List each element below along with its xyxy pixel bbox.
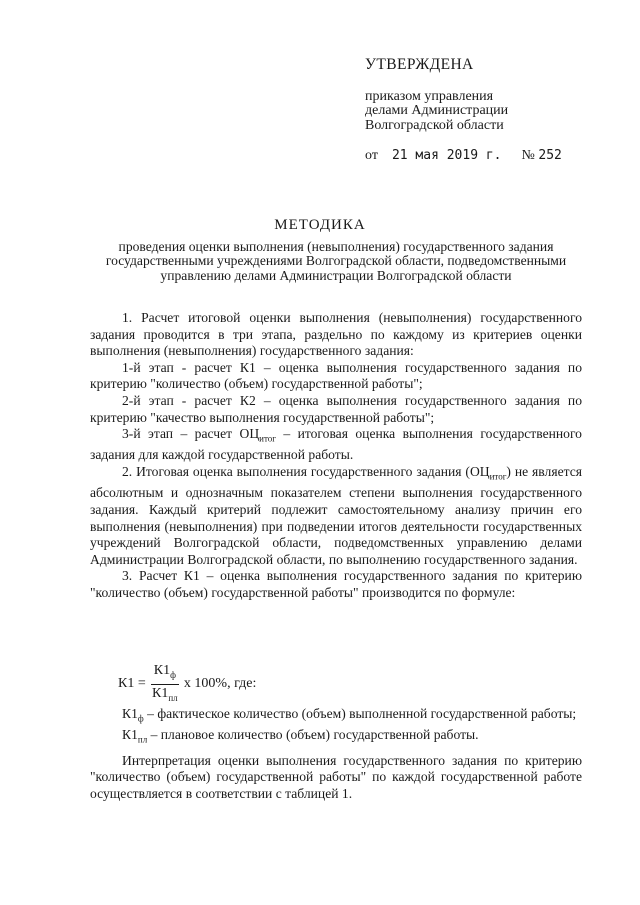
subtitle-line-1: проведения оценки выполнения (невыполнения) государственного задания bbox=[118, 239, 554, 254]
formula-numerator: $К1_ф$ bbox=[151, 663, 179, 685]
definitions bbox=[90, 706, 582, 802]
stage-3: 3-й этап – расчет $ОЦ_{итог}$ – итоговая оценка выполнения государственного задания для каждой государственной работы. bbox=[90, 426, 582, 463]
formula-k1 bbox=[118, 664, 256, 704]
definition-k1f: $К1_ф$ – фактическое количество (объем) выполненной государственной работы; bbox=[122, 706, 577, 724]
formula-rhs: x 100%, где: bbox=[183, 676, 257, 691]
approval-line-3: Волгоградской области bbox=[365, 117, 504, 133]
stage-1: 1-й этап - расчет К1 – оценка выполнения государственного задания по критерию "количество (объем) государственной работы"; bbox=[90, 359, 582, 392]
approval-title: УТВЕРЖДЕНА bbox=[365, 56, 474, 73]
formula-lhs: К1 = bbox=[118, 676, 146, 691]
number-prefix: № bbox=[521, 148, 535, 163]
formula-fraction bbox=[151, 663, 179, 706]
date-prefix: от bbox=[365, 148, 378, 163]
approval-line-2: делами Администрации bbox=[365, 103, 509, 118]
stage-2: 2-й этап - расчет К2 – оценка выполнения государственного задания по критерию "качество выполнения государственной работы"; bbox=[90, 392, 582, 425]
approval-date: 21 мая 2019 г. bbox=[391, 148, 502, 163]
subtitle-line-3: управлению делами Администрации Волгоградской области bbox=[160, 267, 512, 283]
subtitle-line-2: государственными учреждениями Волгоградской области, подведомственными bbox=[105, 253, 567, 269]
paragraph-2: 2. Итоговая оценка выполнения государственного задания $(ОЦ_{итог})$ не является абсолютным и однозначным показателем степени выполнения государственного задания. Каждый критерий подлежит самостоятельному анализу причин его выполнения (невыполнения) при подведении итогов деятельности государственных учреждений Волгоградской области, подведомственных управлению делами Администрации Волгоградской области, по выполнению государственного задания. bbox=[90, 464, 582, 567]
approval-number: 252 bbox=[538, 148, 562, 163]
formula-denominator: $К1_{пл}$ bbox=[152, 685, 178, 703]
interpretation-paragraph: Интерпретация оценки выполнения государственного задания по критерию "количество (объем) государственной работы" по каждой государственной работе осуществляется в соответствии с таблицей 1. bbox=[90, 752, 582, 801]
document-title: МЕТОДИКА bbox=[274, 217, 366, 233]
approval-date-line bbox=[365, 149, 605, 164]
paragraph-3: 3. Расчет К1 – оценка выполнения государственного задания по критерию "количество (объем) государственной работы" производится по формуле: bbox=[90, 568, 582, 600]
approval-line-1: приказом управления bbox=[365, 88, 494, 104]
approval-block bbox=[365, 58, 605, 164]
body-text bbox=[90, 310, 582, 602]
paragraph-1: 1. Расчет итоговой оценки выполнения (невыполнения) государственного задания проводится в три этапа, раздельно по каждому из критериев оценки выполнения (невыполнения) государственного задания: bbox=[90, 310, 582, 359]
document-subtitle bbox=[86, 240, 586, 283]
definition-k1pl: $К1_{пл}$ – плановое количество (объем) государственной работы. bbox=[122, 727, 479, 746]
